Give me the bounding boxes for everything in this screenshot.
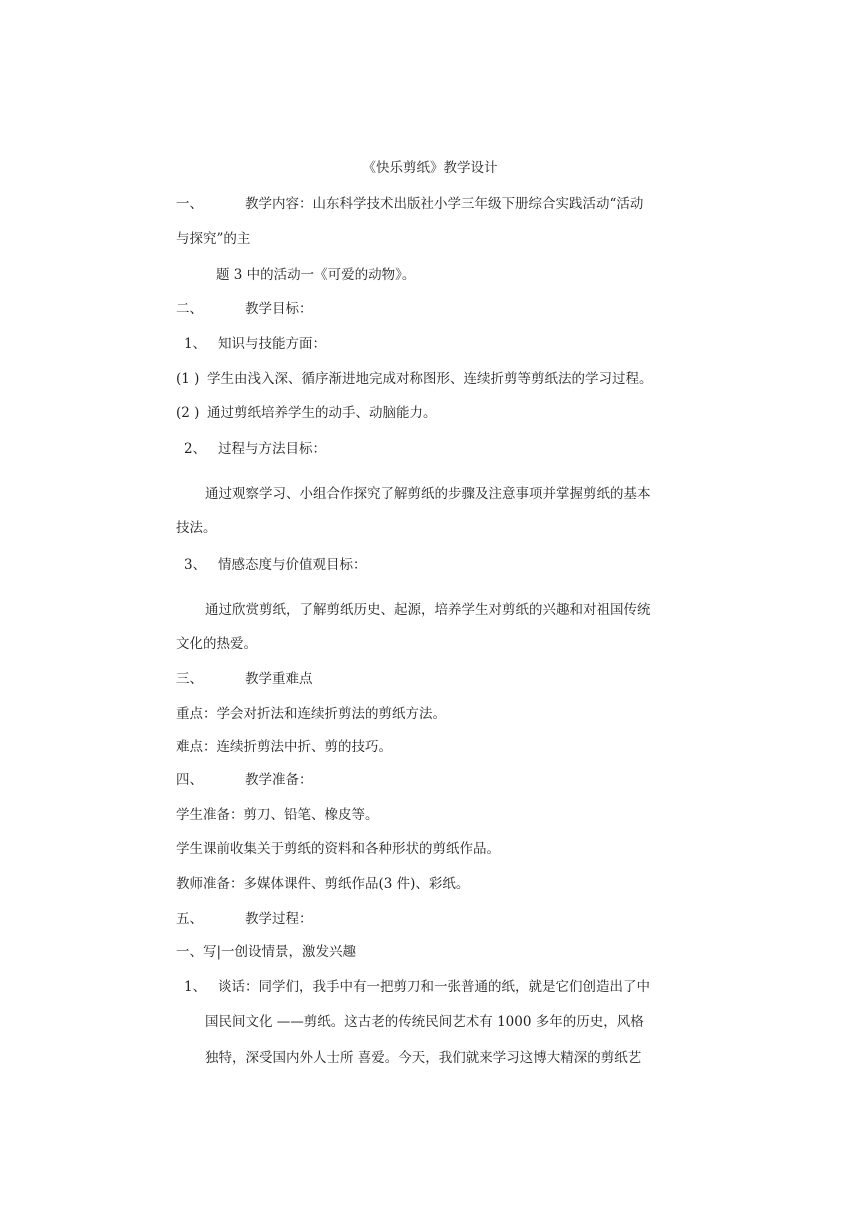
section-heading: 教学重难点 [245, 671, 313, 687]
paragraph-line: 学生准备：剪刀、铅笔、橡皮等。 [176, 807, 379, 823]
paragraph-line: 文化的热爱。 [176, 636, 257, 652]
list-number: 1、 [184, 336, 207, 352]
list-number: 1、 [184, 979, 207, 995]
paragraph-line: 技法。 [176, 520, 217, 536]
section-heading: 教学内容：山东科学技术出版社小学三年级下册综合实践活动“活动 [245, 196, 644, 212]
document-title: 《快乐剪纸》教学设计 [362, 160, 498, 176]
paragraph-line: 教师准备：多媒体课件、剪纸作品(3 件)、彩纸。 [176, 876, 470, 892]
section-number: 三、 [176, 671, 203, 687]
section-heading: 教学目标： [245, 301, 313, 317]
paragraph-line: 独特，深受国内外人士所 喜爱。今天，我们就来学习这博大精深的剪纸艺 [205, 1050, 642, 1066]
list-number: 2、 [184, 441, 207, 457]
subsection-heading: 一、写|一创设情景，激发兴趣 [176, 944, 357, 960]
section-heading: 教学准备： [245, 772, 313, 788]
section-number: 一、 [176, 196, 203, 212]
paragraph-line: 学生课前收集关于剪纸的资料和各种形状的剪纸作品。 [176, 841, 500, 857]
section-number: 四、 [176, 772, 203, 788]
paragraph-line: 通过观察学习、小组合作探究了解剪纸的步骤及注意事项并掌握剪纸的基本 [205, 486, 651, 502]
section-heading: 教学过程： [245, 911, 313, 927]
paragraph-line: 与探究”的主 [176, 231, 251, 247]
list-number: (2 ) [176, 405, 200, 421]
list-heading: 知识与技能方面： [218, 336, 326, 352]
paragraph-line: 通过欣赏剪纸，了解剪纸历史、起源，培养学生对剪纸的兴趣和对祖国传统 [205, 602, 651, 618]
list-item-text: 学生由浅入深、循序渐进地完成对称图形、连续折剪等剪纸法的学习过程。 [207, 371, 653, 387]
paragraph-line: 题 3 中的活动一《可爱的动物》。 [216, 267, 416, 283]
section-number: 五、 [176, 911, 203, 927]
list-number: (1 ) [176, 371, 200, 387]
list-heading: 情感态度与价值观目标： [218, 557, 367, 573]
list-number: 3、 [184, 557, 207, 573]
paragraph-line: 谈话：同学们，我手中有一把剪刀和一张普通的纸，就是它们创造出了中 [218, 979, 650, 995]
section-number: 二、 [176, 301, 203, 317]
paragraph-line: 国民间文化 ——剪纸。这古老的传统民间艺术有 1000 多年的历史，风格 [205, 1014, 644, 1030]
paragraph-line: 难点：连续折剪法中折、剪的技巧。 [176, 739, 392, 755]
paragraph-line: 重点：学会对折法和连续折剪法的剪纸方法。 [176, 706, 446, 722]
list-item-text: 通过剪纸培养学生的动手、动脑能力。 [207, 405, 437, 421]
list-heading: 过程与方法目标： [218, 441, 326, 457]
